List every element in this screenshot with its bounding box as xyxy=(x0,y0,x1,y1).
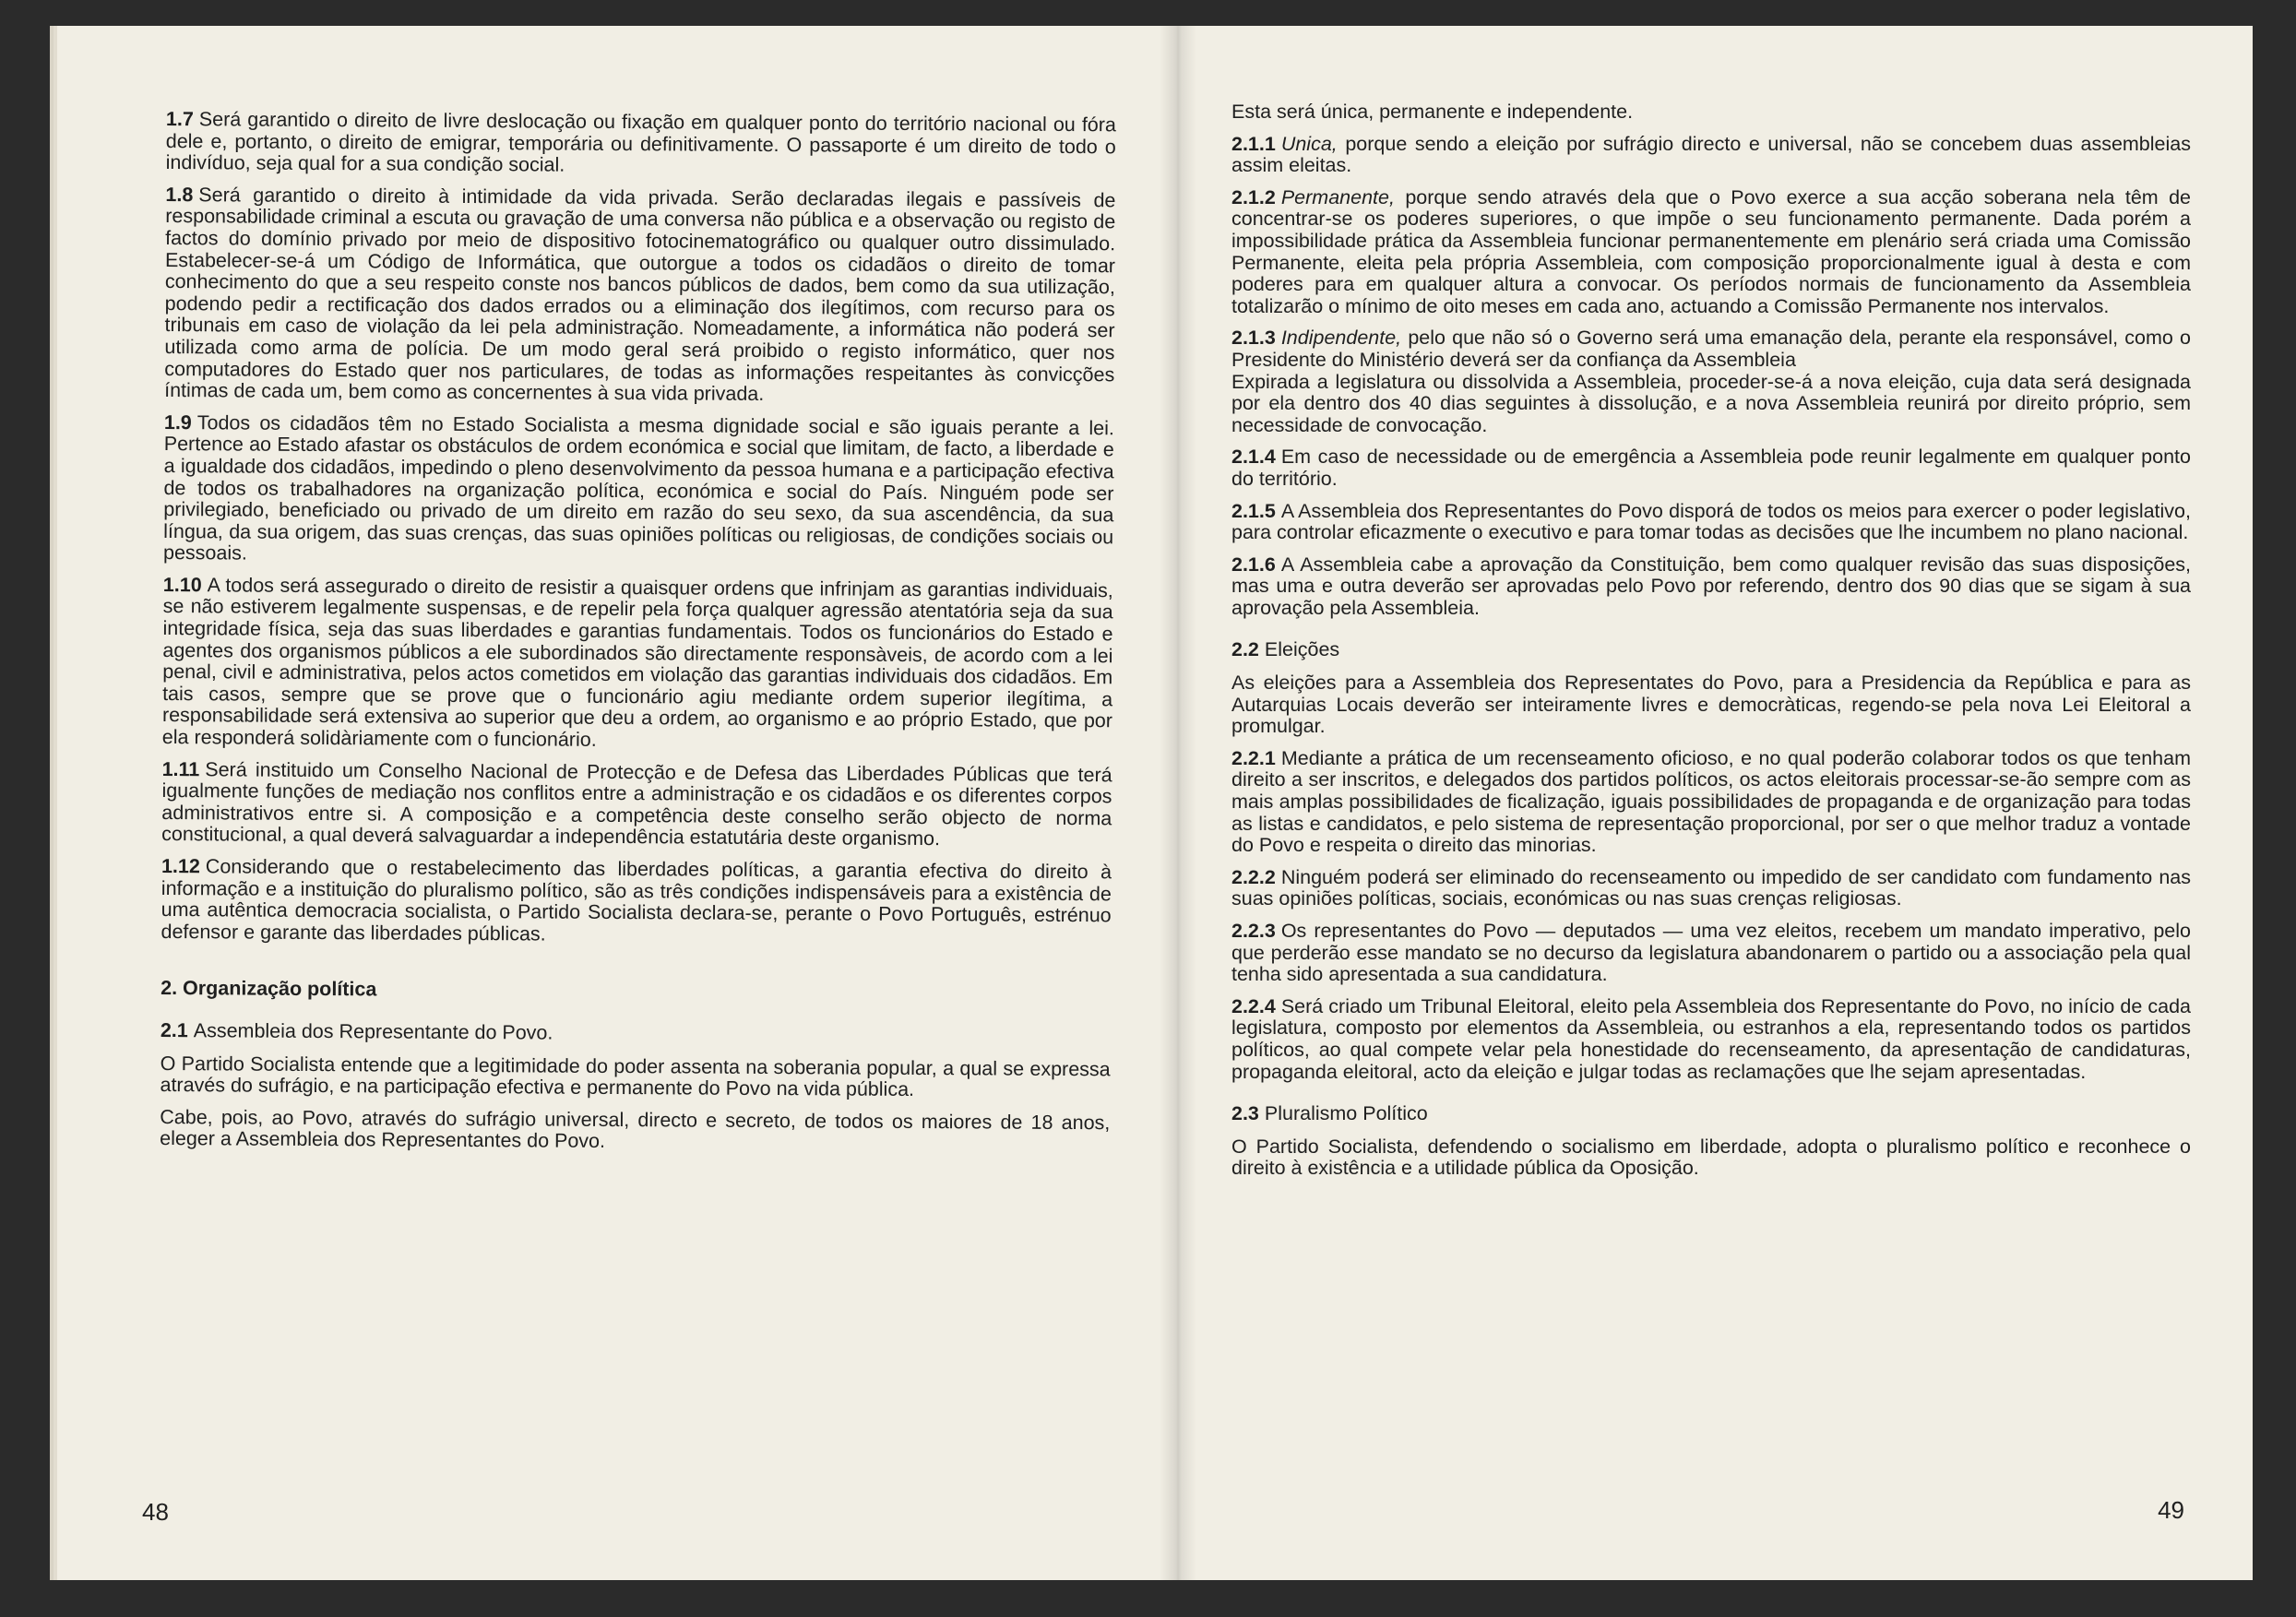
paragraph-text: Todos os cidadãos têm no Estado Socialista a mesma dignidade social e são iguais perante a lei. Pertence ao Estado afastar os obstáculos de ordem económica e social que limitam, de facto, a liberdade e a igualdade dos cidadãos, impedindo o pleno desenvolvimento da pessoa humana e a participação efectiva de todos os trabalhadores na organização política, económica e social do País. Ninguém pode ser privilegiado, beneficiado ou privado de um direito em razão do seu sexo, da sua ascendência, da sua língua, da sua origem, das suas crenças, das suas opiniões políticas ou religiosas, de condições sociais ou pessoais. xyxy=(162,410,1114,565)
item-lead: Indipendente, xyxy=(1280,327,1402,350)
item-2-1-1 xyxy=(1231,134,2191,177)
item-text: A Assembleia cabe a aprovação da Constituição, bem como qualquer revisão das suas disposições, mas uma e outra deverão ser aprovadas pelo Povo por referendo, dentro dos 90 dias que se sigam à sua aprovação pela Assembleia. xyxy=(1231,553,2191,619)
item-number: 2.1.2 xyxy=(1231,185,1276,208)
book-gutter xyxy=(1160,26,1196,1580)
section-heading: 2. Organização política xyxy=(161,977,377,1001)
subsection-title: Eleições xyxy=(1264,638,1340,661)
book-spread xyxy=(57,26,2253,1580)
paragraph-number: 1.10 xyxy=(162,573,202,597)
subsection-number: 2.1 xyxy=(160,1018,188,1042)
item-lead: Unica, xyxy=(1280,132,1338,155)
subsection-heading-2-2 xyxy=(1231,639,2191,661)
item-text: Será criado um Tribunal Eleitoral, eleito pela Assembleia dos Representante do Povo, no início de cada legislatura, composto por elementos da Assembleia, ou estranhos a ela, representando todos os partidos políticos, ao qual compete velar pela honestidade do recenseamento, da apresentação de candidaturas, propaganda eleitoral, acto da eleição e julgar todas as reclamações que lhe sejam apresentadas. xyxy=(1231,994,2191,1083)
item-2-1-6 xyxy=(1231,554,2191,620)
item-lead: Permanente, xyxy=(1280,185,1395,208)
item-number: 2.1.3 xyxy=(1231,327,1276,350)
item-number: 2.2.3 xyxy=(1231,920,1276,942)
paragraph-1-10 xyxy=(162,575,1113,755)
paragraph-pluralismo: O Partido Socialista, defendendo o socialismo em liberdade, adopta o pluralismo político e reconhece o direito à existência e a utilidade pública da Oposição. xyxy=(1231,1135,2191,1180)
subsection-number: 2.3 xyxy=(1231,1102,1259,1125)
item-text: Ninguém poderá ser eliminado do recenseamento ou impedido de ser candidato com fundamento nas suas opiniões políticas, sociais, económicas ou nas suas crenças religiosas. xyxy=(1231,865,2191,910)
item-text: Mediante a prática de um recenseamento oficioso, e no qual poderão colaborar todos os que tenham direito a ser inscritos, e delegados dos partidos políticos, os actos eleitorais processar-se-ão sempre com as mais amplas possibilidades de ficalização, iguais possibilidades de propaganda e de organização para todas as listas e candidatos, e pelo sistema de representação proporcional, por ser o que melhor traduz a vontade do Povo e respeita o direito das minorias. xyxy=(1231,746,2191,857)
paragraph-number: 1.11 xyxy=(161,757,200,780)
item-2-1-5 xyxy=(1231,501,2191,544)
item-text: porque sendo a eleição por sufrágio directo e universal, não se concebem duas assembleias assim eleitas. xyxy=(1231,132,2191,177)
paragraph-sufragio: Cabe, pois, ao Povo, através do sufrágio universal, directo e secreto, de todos os maiores de 18 anos, eleger a Assembleia dos Representantes do Povo. xyxy=(160,1105,1111,1153)
item-text: Em caso de necessidade ou de emergência a Assembleia pode reunir legalmente em qualquer ponto do território. xyxy=(1231,446,2191,490)
item-number: 2.1.1 xyxy=(1231,132,1276,155)
subsection-heading-2-3 xyxy=(1231,1103,2191,1125)
paragraph-number: 1.12 xyxy=(161,854,200,878)
subsection-heading-2-1 xyxy=(161,1020,1111,1048)
left-page xyxy=(57,26,1178,1580)
paragraph-1-8 xyxy=(164,184,1115,408)
right-page-body xyxy=(1231,101,2191,1190)
paragraph-expirada: Expirada a legislatura ou dissolvida a Assembleia, proceder-se-á a nova eleição, cuja data será designada por ela dentro dos 40 dias seguintes à dissolução, e a nova Assembleia reunirá por direito próprio, sem necessidade de convocação. xyxy=(1231,370,2191,436)
page-number-left: 48 xyxy=(142,1498,169,1526)
item-number: 2.1.6 xyxy=(1231,553,1276,576)
item-text: A Assembleia dos Representantes do Povo disporá de todos os meios para exercer o poder legislativo, para controlar eficazmente o executivo e para tomar todas as decisões que lhe incumbem no plano nacional. xyxy=(1231,499,2191,544)
left-page-body xyxy=(160,109,1116,1166)
item-2-2-2 xyxy=(1231,867,2191,910)
subsection-title: Assembleia dos Representante do Povo. xyxy=(193,1019,553,1044)
right-page xyxy=(1178,26,2253,1580)
paragraph-intro: Esta será única, permanente e independente. xyxy=(1231,101,1634,123)
page-number-right: 49 xyxy=(2158,1496,2184,1524)
item-number: 2.1.4 xyxy=(1231,446,1276,469)
paragraph-text: A todos será assegurado o direito de resistir a quaisquer ordens que infrinjam as garantias individuais, se não estiverem legalmente suspensas, e de repelir pela força qualquer agressão atentatória seja da sua integridade física, seja das suas liberdades e garantias fundamentais. Todos os funcionários do Estado e agentes dos organismos públicos a ele subordinados são directamente responsàveis, de acordo com a lei penal, civil e administrativa, pelos actos cometidos em violação das garantias individuais dos cidadãos. Em tais casos, sempre que se prove que o funcionário agiu mediante ordem superior ilegítima, a responsabilidade será extensiva ao superior que deu a ordem, ao organismo e ao próprio Estado, que por ela responderá solidàriamente com o funcionário. xyxy=(161,574,1113,751)
paragraph-text: Será instituido um Conselho Nacional de Protecção e de Defesa das Liberdades Públicas que terá igualmente funções de mediação nos conflitos entre a administração e os cidadãos e os diferentes corpos administrativos entre si. A composição e a competência deste conselho serão objecto de norma constitucional, a qual deverá salvaguardar a independência estatutária deste organismo. xyxy=(161,757,1112,850)
item-2-2-4 xyxy=(1231,996,2191,1083)
item-2-1-2 xyxy=(1231,187,2191,318)
paragraph-1-9 xyxy=(163,412,1114,570)
paragraph-number: 1.7 xyxy=(165,108,194,131)
item-number: 2.2.4 xyxy=(1231,994,1276,1017)
paragraph-text: Será garantido o direito à intimidade da vida privada. Serão declaradas ilegais e passíveis de responsabilidade criminal a escuta ou gravação de uma conversa não pública e a observação ou registo de factos do domínio privado por meio de dispositivo fotocinematográfico ou qualquer outro dissimulado. Estabelecer-se-á um Código de Informática, que outorgue a todos os cidadãos o direito de tomar conhecimento do que a seu respeito conste nos bancos públicos de dados, bem como da sua utilização, podendo pedir a rectificação dos dados errados ou a eliminação dos ilegítimos, com recurso para os tribunais em caso de violação da lei pela administração. Nomeadamente, a informática não poderá ser utilizada como arma de polícia. De um modo geral será proibido o registo informático, quer nos computadores do Estado quer nos particulares, de todas as informações respeitantes às convicções íntimas de cada um, bem como as concernentes à sua vida privada. xyxy=(164,183,1116,406)
paragraph-text: Considerando que o restabelecimento das liberdades políticas, a garantia efectiva do direito à informação e a instituição do pluralismo político, são as três condições indispensáveis para a existência de uma autêntica democracia socialista, o Partido Socialista declara-se, perante o Povo Português, estrénuo defensor e garante das liberdades públicas. xyxy=(161,855,1112,945)
item-number: 2.1.5 xyxy=(1231,499,1276,522)
item-text: pelo que não só o Governo será uma emanação dela, perante ela responsável, como o Presidente do Ministério deverá ser da confiança da Assembleia xyxy=(1231,327,2191,371)
item-2-1-4 xyxy=(1231,446,2191,490)
item-2-2-3 xyxy=(1231,921,2191,986)
paragraph-eleicoes: As eleições para a Assembleia dos Representates do Povo, para a Presidencia da República e para as Autarquias Locais deverão ser inteiramente livres e democràticas, regendo-se pela nova Lei Eleitoral a promulgar. xyxy=(1231,672,2191,738)
paragraph-1-11 xyxy=(161,759,1112,852)
item-number: 2.2.2 xyxy=(1231,865,1276,888)
subsection-number: 2.2 xyxy=(1231,638,1259,661)
paragraph-number: 1.9 xyxy=(163,410,192,434)
item-2-1-3 xyxy=(1231,327,2191,371)
paragraph-number: 1.8 xyxy=(165,183,194,206)
item-text: Os representantes do Povo — deputados — uma vez eleitos, recebem um mandato imperativo, pelo que perderão esse mandato se no decurso da legislatura abandonarem o partido ou a associação pela qual tenha sido apresentada a sua candidatura. xyxy=(1231,920,2191,986)
paragraph-1-12 xyxy=(161,856,1112,949)
item-number: 2.2.1 xyxy=(1231,746,1276,769)
item-text: porque sendo através dela que o Povo exerce a sua acção soberana nela têm de concentrar-se os poderes superiores, o que impõe o seu funcionamento permanente. Dada porém a impossibilidade prática da Assembleia funcionar permanentemente em plenário será criada uma Comissão Permanente, eleita pela própria Assembleia, com composição proporcionalmente igual à desta e com poderes para em qualquer altura a convocar. Os períodos normais de funcionamento da Assembleia totalizarão o mínimo de oito meses em cada ano, actuando a Comissão Permanente nos intervalos. xyxy=(1231,185,2191,317)
paragraph-1-7 xyxy=(166,109,1116,180)
item-2-2-1 xyxy=(1231,748,2191,857)
paragraph-text: Será garantido o direito de livre deslocação ou fixação em qualquer ponto do território nacional ou fóra dele e, portanto, o direito de emigrar, temporária ou definitivamente. O passaporte é um direito de todo o indivíduo, seja qual for a sua condição social. xyxy=(165,108,1116,176)
subsection-title: Pluralismo Político xyxy=(1264,1102,1428,1125)
paragraph-legitimidade: O Partido Socialista entende que a legitimidade do poder assenta na soberania popular, a qual se expressa através do sufrágio, e na participação efectiva e permanente do Povo na vida pública. xyxy=(160,1052,1111,1101)
